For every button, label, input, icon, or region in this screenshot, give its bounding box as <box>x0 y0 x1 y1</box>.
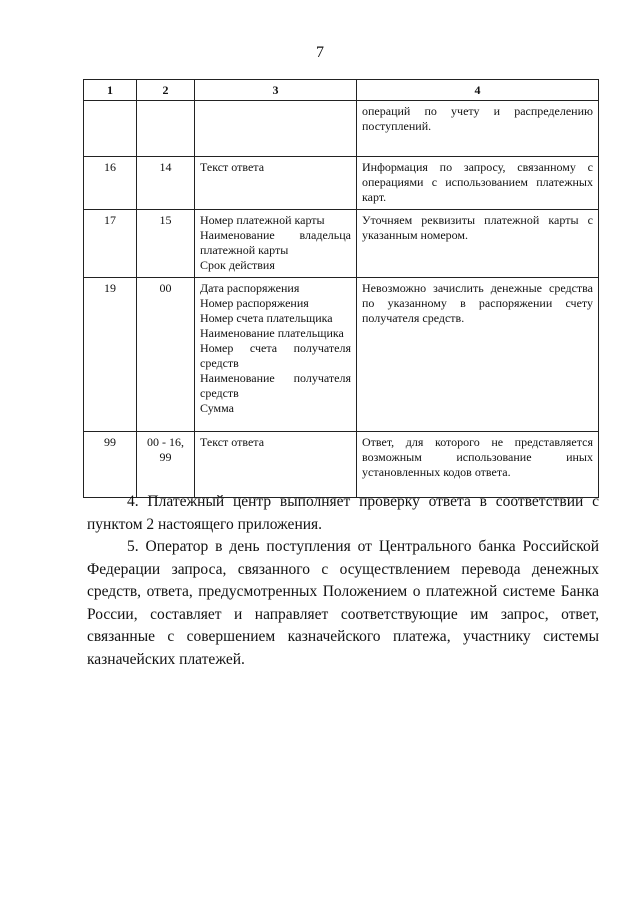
cell-code <box>84 101 137 157</box>
table-row <box>84 210 599 278</box>
cell-fields <box>195 432 357 498</box>
header-col-3: 3 <box>195 80 357 101</box>
field-line: Текст ответа <box>200 435 265 449</box>
cell-subcode: 00 - 16, 99 <box>137 432 195 498</box>
header-col-2: 2 <box>137 80 195 101</box>
cell-fields <box>195 210 357 278</box>
field-line: Наименование получателя средств <box>200 371 351 400</box>
table-row <box>84 278 599 432</box>
cell-description: Невозможно зачислить денежные средства по указанному в распоряжении счету получателя средств. <box>357 278 599 432</box>
page-number: 7 <box>316 44 324 61</box>
field-line: Номер платежной карты <box>200 213 325 227</box>
cell-description: Информация по запросу, связанному с операциями с использованием платежных карт. <box>357 157 599 210</box>
cell-description: операций по учету и распределению поступлений. <box>357 101 599 157</box>
cell-fields <box>195 101 357 157</box>
cell-code: 17 <box>84 210 137 278</box>
field-line: Номер распоряжения <box>200 296 309 310</box>
cell-fields <box>195 157 357 210</box>
cell-code: 16 <box>84 157 137 210</box>
cell-subcode <box>137 101 195 157</box>
header-col-4: 4 <box>357 80 599 101</box>
cell-code: 99 <box>84 432 137 498</box>
field-line: Наименование владельца платежной карты <box>200 228 351 257</box>
table-row <box>84 432 599 498</box>
field-line: Номер счета плательщика <box>200 311 333 325</box>
field-line: Текст ответа <box>200 160 265 174</box>
response-codes-table <box>83 79 599 498</box>
paragraph-5: 5. Оператор в день поступления от Центрального банка Российской Федерации запроса, связанного с осуществлением перевода денежных средств, ответа, предусмотренных Положением о платежной системе Банка России, составляет и направляет соответствующие им запрос, ответ, связанные с совершением казначейского платежа, участнику системы казначейских платежей. <box>87 538 599 668</box>
field-line: Сумма <box>200 401 234 415</box>
field-line: Срок действия <box>200 258 275 272</box>
cell-description: Уточняем реквизиты платежной карты с указанным номером. <box>357 210 599 278</box>
cell-subcode: 15 <box>137 210 195 278</box>
header-col-1: 1 <box>84 80 137 101</box>
cell-subcode: 14 <box>137 157 195 210</box>
table-row <box>84 101 599 157</box>
field-line: Наименование плательщика <box>200 326 344 340</box>
table-header-row <box>84 80 599 101</box>
cell-subcode: 00 <box>137 278 195 432</box>
field-line: Номер счета получателя средств <box>200 341 351 370</box>
cell-code: 19 <box>84 278 137 432</box>
paragraph-4: 4. Платежный центр выполняет проверку ответа в соответствии с пунктом 2 настоящего приложения. <box>87 493 599 533</box>
cell-description: Ответ, для которого не представляется возможным использование иных установленных кодов ответа. <box>357 432 599 498</box>
table-row <box>84 157 599 210</box>
cell-fields <box>195 278 357 432</box>
field-line: Дата распоряжения <box>200 281 300 295</box>
